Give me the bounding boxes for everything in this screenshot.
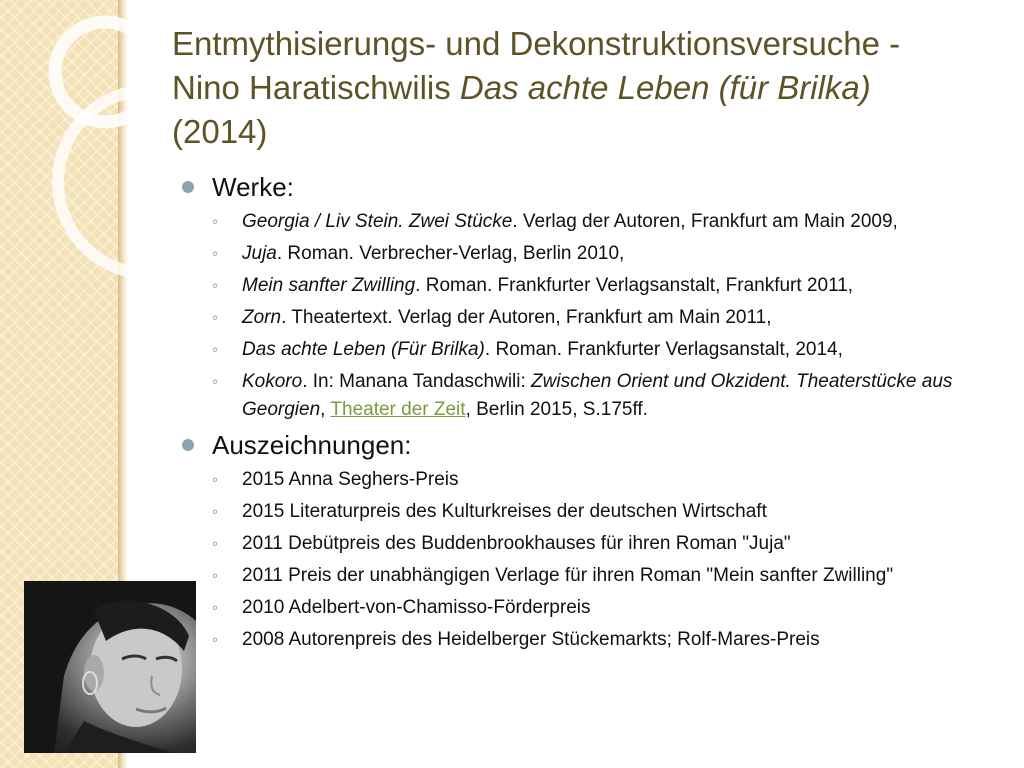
work-details-end: , Berlin 2015, S.175ff.	[465, 399, 648, 420]
anthology-title: Zwischen Orient und Okzident. Theaterstücke aus Georgien	[242, 371, 953, 420]
award-item: ◦ 2011 Debütpreis des Buddenbrookhauses für ihren Roman "Juja"	[242, 530, 1000, 558]
work-details: . Theatertext. Verlag der Autoren, Frankfurt am Main 2011,	[281, 307, 772, 328]
work-item	[242, 272, 1000, 300]
work-item-kokoro	[242, 368, 1000, 424]
portrait-illustration	[24, 581, 196, 753]
work-item	[242, 336, 1000, 364]
title-line-1: Entmythisierungs- und Dekonstruktionsversuche -	[172, 25, 901, 62]
work-details: . Roman. Verbrecher-Verlag, Berlin 2010,	[276, 243, 625, 264]
award-item: ◦ 2015 Anna Seghers-Preis	[242, 466, 1000, 494]
work-title: Kokoro	[242, 371, 303, 392]
work-item	[242, 240, 1000, 268]
work-title: Zorn	[242, 307, 282, 328]
award-item: ◦ 2010 Adelbert-von-Chamisso-Förderpreis	[242, 594, 1000, 622]
work-details: . Roman. Frankfurter Verlagsanstalt, 2014,	[484, 339, 843, 360]
work-title: Georgia / Liv Stein. Zwei Stücke	[242, 211, 513, 232]
award-item: ◦ 2011 Preis der unabhängigen Verlage für ihren Roman "Mein sanfter Zwilling"	[242, 562, 1000, 590]
work-details: . In: Manana Tandaschwili:	[302, 371, 532, 392]
slide-content	[180, 170, 1000, 658]
award-item: ◦ 2015 Literaturpreis des Kulturkreises der deutschen Wirtschaft	[242, 498, 1000, 526]
author-portrait	[24, 581, 196, 753]
title-author: Nino Haratischwilis	[172, 69, 460, 106]
title-year: (2014)	[172, 113, 268, 150]
works-heading: Werke:	[180, 170, 1000, 204]
decorative-circles	[0, 0, 200, 330]
theater-der-zeit-link[interactable]: Theater der Zeit	[330, 399, 466, 420]
work-details: . Verlag der Autoren, Frankfurt am Main 2009,	[512, 211, 898, 232]
title-work: Das achte Leben (für Brilka)	[459, 69, 871, 106]
work-title: Mein sanfter Zwilling	[242, 275, 416, 296]
slide-title	[172, 22, 1002, 154]
work-title: Juja	[242, 243, 277, 264]
award-item: ◦ 2008 Autorenpreis des Heidelberger Stückemarkts; Rolf-Mares-Preis	[242, 626, 1000, 654]
awards-heading: Auszeichnungen:	[180, 428, 1000, 462]
work-item	[242, 304, 1000, 332]
work-details: . Roman. Frankfurter Verlagsanstalt, Frankfurt 2011,	[415, 275, 854, 296]
work-details-sep: ,	[320, 399, 331, 420]
work-title: Das achte Leben (Für Brilka)	[242, 339, 485, 360]
work-item	[242, 208, 1000, 236]
